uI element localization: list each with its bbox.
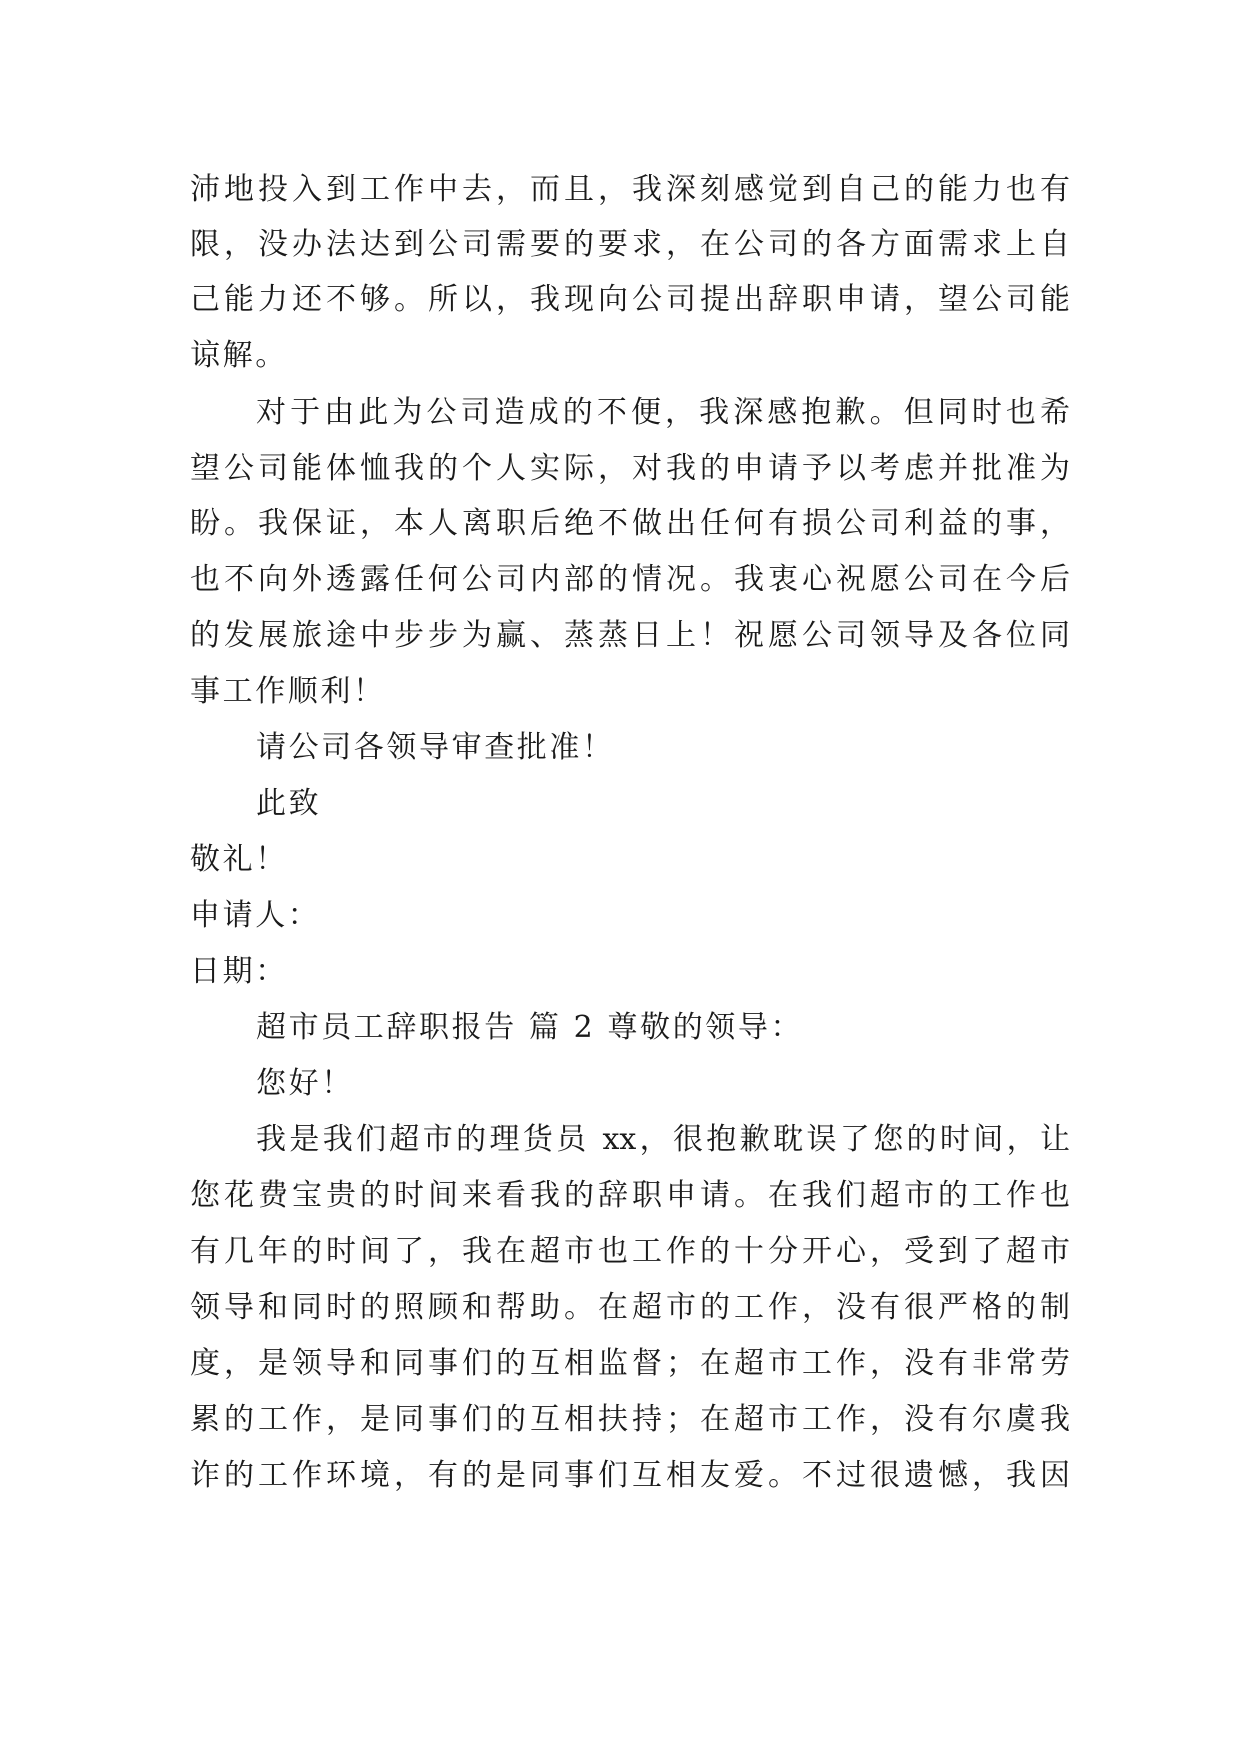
- body-text-line: 限，没办法达到公司需要的要求，在公司的各方面需求上自: [190, 227, 1070, 262]
- date-label: 日期：: [190, 954, 288, 989]
- body-text-line: 的发展旅途中步步为赢、蒸蒸日上！祝愿公司领导及各位同: [190, 618, 1070, 653]
- body-text-line: 望公司能体恤我的个人实际，对我的申请予以考虑并批准为: [190, 451, 1070, 486]
- body-text-line: 您花费宝贵的时间来看我的辞职申请。在我们超市的工作也: [190, 1178, 1070, 1213]
- request-approval-line: 请公司各领导审查批准！: [256, 730, 615, 765]
- closing-line: 此致: [256, 786, 322, 821]
- body-text-line: 有几年的时间了，我在超市也工作的十分开心，受到了超市: [190, 1234, 1070, 1269]
- body-text-line: 谅解。: [190, 338, 288, 373]
- body-text-line: 度，是领导和同事们的互相监督；在超市工作，没有非常劳: [190, 1346, 1070, 1381]
- greeting-line: 您好！: [256, 1066, 354, 1101]
- body-text-line: 也不向外透露任何公司内部的情况。我衷心祝愿公司在今后: [190, 562, 1070, 597]
- body-text-line: 我是我们超市的理货员 xx，很抱歉耽误了您的时间，让: [256, 1122, 1070, 1157]
- body-text-line: 沛地投入到工作中去，而且，我深刻感觉到自己的能力也有: [190, 172, 1070, 207]
- body-text-line: 盼。我保证，本人离职后绝不做出任何有损公司利益的事，: [190, 506, 1070, 541]
- body-text-line: 己能力还不够。所以，我现向公司提出辞职申请，望公司能: [190, 282, 1070, 317]
- body-text-line: 事工作顺利！: [190, 674, 386, 709]
- body-text-line: 对于由此为公司造成的不便，我深感抱歉。但同时也希: [256, 395, 1070, 430]
- applicant-label: 申请人：: [190, 898, 321, 933]
- body-text-line: 诈的工作环境，有的是同事们互相友爱。不过很遗憾，我因: [190, 1458, 1070, 1493]
- body-text-line: 领导和同时的照顾和帮助。在超市的工作，没有很严格的制: [190, 1290, 1070, 1325]
- body-text-line: 累的工作，是同事们的互相扶持；在超市工作，没有尔虞我: [190, 1402, 1070, 1437]
- salutation-line: 敬礼！: [190, 842, 288, 877]
- section-heading: 超市员工辞职报告 篇 2 尊敬的领导：: [256, 1010, 804, 1045]
